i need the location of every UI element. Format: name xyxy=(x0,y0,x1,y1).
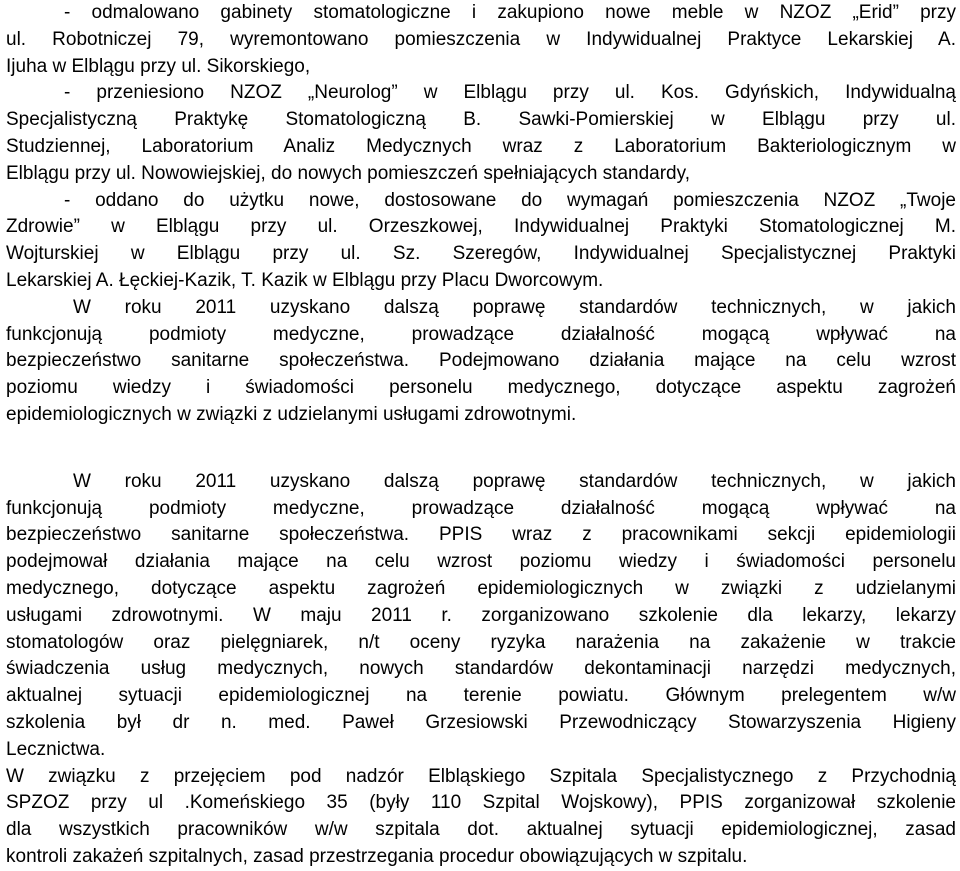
text-block xyxy=(6,469,956,764)
text-line: aktualnej sytuacji epidemiologicznej na terenie powiatu. Głównym prelegentem w/w xyxy=(6,685,956,707)
text-line: podejmował działania mające na celu wzrost poziomu wiedzy i świadomości personelu xyxy=(6,551,956,573)
text-line: Lecznictwa. xyxy=(6,738,106,760)
text-line: poziomu wiedzy i świadomości personelu medycznego, dotyczące aspektu zagrożeń xyxy=(6,377,956,399)
text-block xyxy=(6,0,956,80)
text-line: W związku z przejęciem pod nadzór Elbląskiego Szpitala Specjalistycznego z Przychodnią xyxy=(6,765,956,787)
text-line: funkcjonują podmioty medyczne, prowadzące działalność mogącą wpływać na xyxy=(6,497,956,519)
text-block xyxy=(6,295,956,429)
text-line: usługami zdrowotnymi. W maju 2011 r. zorganizowano szkolenie dla lekarzy, lekarzy xyxy=(6,604,956,626)
text-line: epidemiologicznych w związki z udzielanymi usługami zdrowotnymi. xyxy=(6,403,577,425)
text-line: Lekarskiej A. Łęckiej-Kazik, T. Kazik w Elblągu przy Placu Dworcowym. xyxy=(6,269,604,291)
text-line: - przeniesiono NZOZ „Neurolog” w Elblągu przy ul. Kos. Gdyńskich, Indywidualną xyxy=(64,82,956,104)
text-line: Ijuha w Elblągu przy ul. Sikorskiego, xyxy=(6,55,311,77)
text-line: - oddano do użytku nowe, dostosowane do wymagań pomieszczenia NZOZ „Twoje xyxy=(64,189,956,211)
text-line: SPZOZ przy ul .Komeńskiego 35 (były 110 Szpital Wojskowy), PPIS zorganizował szkolenie xyxy=(6,792,956,814)
paragraph-gap xyxy=(6,429,956,469)
text-line: Studziennej, Laboratorium Analiz Medycznych wraz z Laboratorium Bakteriologicznym w xyxy=(6,135,956,157)
text-line: Specjalistyczną Praktykę Stomatologiczną B. Sawki-Pomierskiej w Elblągu przy ul. xyxy=(6,109,956,131)
text-line: stomatologów oraz pielęgniarek, n/t oceny ryzyka narażenia na zakażenie w trakcie xyxy=(6,631,956,653)
text-line: medycznego, dotyczące aspektu zagrożeń epidemiologicznych w związki z udzielanymi xyxy=(6,577,956,599)
text-line: W roku 2011 uzyskano dalszą poprawę standardów technicznych, w jakich xyxy=(73,470,956,492)
text-line: kontroli zakażeń szpitalnych, zasad przestrzegania procedur obowiązujących w szpitalu. xyxy=(6,845,748,867)
text-line: szkolenia był dr n. med. Paweł Grzesiowski Przewodniczący Stowarzyszenia Higieny xyxy=(6,711,956,733)
text-line: Elblągu przy ul. Nowowiejskiej, do nowych pomieszczeń spełniających standardy, xyxy=(6,162,690,184)
text-line: Zdrowie” w Elblągu przy ul. Orzeszkowej, Indywidualnej Praktyki Stomatologicznej M. xyxy=(6,216,956,238)
text-block xyxy=(6,80,956,187)
text-line: świadczenia usług medycznych, nowych standardów dekontaminacji narzędzi medycznych, xyxy=(6,658,956,680)
text-line: - odmalowano gabinety stomatologiczne i zakupiono nowe meble w NZOZ „Erid” przy xyxy=(64,2,956,23)
text-line: funkcjonują podmioty medyczne, prowadzące działalność mogącą wpływać na xyxy=(6,323,956,345)
text-line: Wojturskiej w Elblągu przy ul. Sz. Szeregów, Indywidualnej Specjalistycznej Praktyki xyxy=(6,243,956,265)
text-line: W roku 2011 uzyskano dalszą poprawę standardów technicznych, w jakich xyxy=(73,296,956,318)
text-line: bezpieczeństwo sanitarne społeczeństwa. PPIS wraz z pracownikami sekcji epidemiologii xyxy=(6,524,956,546)
text-line: bezpieczeństwo sanitarne społeczeństwa. Podejmowano działania mające na celu wzrost xyxy=(6,350,956,372)
text-block xyxy=(6,188,956,295)
text-line: ul. Robotniczej 79, wyremontowano pomieszczenia w Indywidualnej Praktyce Lekarskiej A. xyxy=(6,28,956,50)
text-line: dla wszystkich pracowników w/w szpitala dot. aktualnej sytuacji epidemiologicznej, zasad xyxy=(6,819,956,841)
